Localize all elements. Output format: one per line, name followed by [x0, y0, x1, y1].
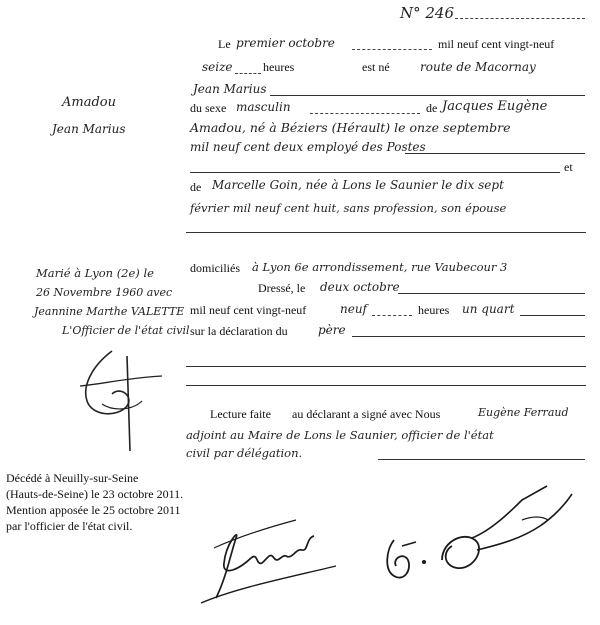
form-label-de: de: [426, 101, 438, 115]
form-label-declaration: sur la déclaration du: [190, 324, 288, 338]
rule: [352, 49, 432, 50]
death-line-3: Mention apposée le 25 octobre 2011: [6, 503, 181, 517]
record-number: N° 246: [400, 4, 455, 22]
rule: [405, 153, 585, 154]
officer-name: Eugène Ferraud: [478, 406, 569, 419]
form-label-heures-2: heures: [418, 303, 450, 317]
rule: [186, 385, 586, 386]
father-details: Amadou, né à Béziers (Hérault) le onze septembre: [190, 120, 511, 135]
form-label-de-mother: de: [190, 180, 202, 194]
form-label-year: mil neuf cent vingt-neuf: [438, 37, 555, 51]
margin-given-names: Jean Marius: [52, 122, 126, 136]
form-label-signe: au déclarant a signé avec Nous: [292, 407, 441, 421]
rule: [270, 95, 585, 96]
birth-place: route de Macornay: [420, 60, 536, 74]
marriage-line-1: Marié à Lyon (2e) le: [36, 266, 154, 280]
rule: [352, 336, 585, 337]
form-label-et: et: [564, 160, 573, 174]
rule: [398, 293, 585, 294]
form-label-dresse: Dressé, le: [258, 281, 306, 295]
death-line-1: Décédé à Neuilly-sur-Seine: [6, 471, 139, 485]
declarant-signature: [196, 508, 346, 608]
rule: [235, 73, 261, 74]
officer-delegation: civil par délégation.: [186, 446, 303, 460]
death-line-4: par l'officier de l'état civil.: [6, 519, 133, 533]
child-name: Jean Marius: [193, 82, 267, 96]
rule: [520, 315, 585, 316]
marriage-line-4: L'Officier de l'état civil: [62, 324, 190, 337]
father-given-names: Jacques Eugène: [442, 99, 548, 114]
record-number-rule: [455, 18, 585, 19]
form-label-year-2: mil neuf cent vingt-neuf: [190, 303, 307, 317]
rule: [186, 366, 586, 367]
form-label-le: Le: [218, 37, 231, 51]
birth-date: premier octobre: [236, 36, 335, 50]
residence: à Lyon 6e arrondissement, rue Vaubecour 3: [252, 260, 508, 274]
rule: [190, 172, 560, 173]
margin-surname: Amadou: [62, 95, 116, 110]
officer-signature: [372, 480, 582, 600]
rule: [372, 315, 412, 316]
drawn-up-quarter: un quart: [462, 302, 515, 316]
rule: [378, 459, 585, 460]
officer-title: adjoint au Maire de Lons le Saunier, officier de l'état: [186, 428, 494, 442]
form-label-sexe: du sexe: [190, 101, 227, 115]
marriage-line-2: 26 Novembre 1960 avec: [36, 286, 173, 299]
death-line-2: (Hauts-de-Seine) le 23 octobre 2011.: [6, 487, 184, 501]
form-label-heures: heures: [263, 60, 295, 74]
declarant: père: [318, 323, 346, 337]
rule: [310, 113, 420, 114]
rule: [186, 232, 586, 233]
form-label-lecture: Lecture faite: [210, 407, 271, 421]
drawn-up-date: deux octobre: [320, 280, 400, 294]
birth-hour: seize: [202, 60, 233, 74]
father-occupation: mil neuf cent deux employé des Postes: [190, 140, 426, 154]
mother-details: Marcelle Goin, née à Lons le Saunier le dix sept: [212, 178, 504, 192]
form-label-domicilies: domiciliés: [190, 261, 240, 275]
form-label-est-ne: est né: [362, 60, 390, 74]
marriage-line-3: Jeannine Marthe VALETTE: [34, 305, 185, 318]
child-sex: masculin: [236, 100, 291, 114]
drawn-up-hour: neuf: [340, 302, 367, 316]
marriage-officer-signature: [72, 346, 172, 456]
mother-details-cont: février mil neuf cent huit, sans profession, son épouse: [190, 201, 507, 215]
